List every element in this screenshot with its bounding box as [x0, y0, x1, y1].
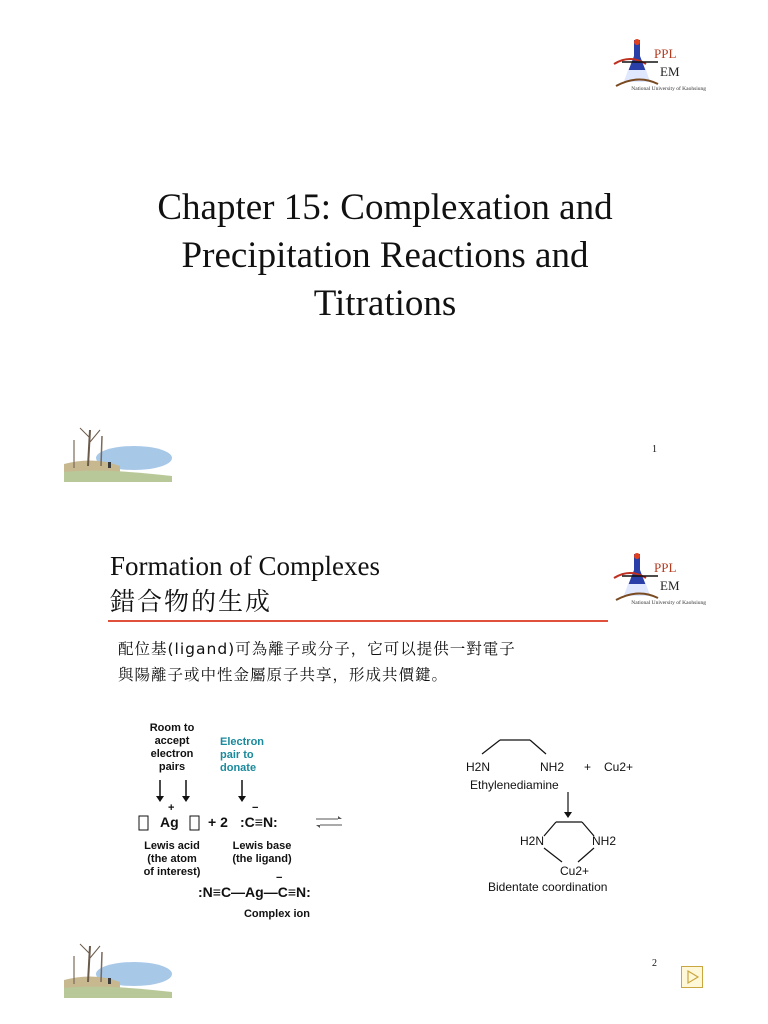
ligand-description — [118, 636, 638, 688]
electron-label-line: pair to — [220, 749, 254, 761]
slide-2-title: Formation of Complexes — [110, 551, 380, 581]
room-label-line: Room to — [149, 722, 195, 734]
electron-label-line: Electron — [220, 736, 265, 748]
room-label-line: accept — [154, 735, 190, 747]
lewis-acid-base-figure — [136, 718, 366, 930]
logo-ppl-text: PPL — [654, 560, 677, 575]
en-h2n-bottom: H2N — [520, 834, 545, 848]
title-underline — [108, 620, 608, 622]
description-line-1: 配位基(ligand)可為離子或分子，它可以提供一對電子 — [118, 640, 516, 658]
logo-ppl-text: PPL — [654, 46, 677, 61]
complex-minus-charge: − — [276, 872, 283, 884]
lewis-base-label — [222, 840, 302, 866]
lewis-acid-label — [136, 840, 208, 879]
slide-2 — [0, 512, 768, 1024]
en-copper-ion-top: Cu2+ — [604, 760, 634, 774]
next-slide-button[interactable] — [681, 966, 703, 988]
en-name: Ethylenediamine — [470, 778, 559, 792]
complex-ion-formula: :N≡C—Ag—C≡N: — [198, 884, 311, 900]
acid-label-line: (the atom — [147, 853, 197, 865]
bidentate-caption: Bidentate coordination — [488, 880, 608, 894]
electron-label-line: donate — [220, 762, 257, 774]
silver-ion: Ag — [160, 814, 179, 830]
acid-label-line: of interest) — [143, 866, 201, 878]
ppl-em-logo — [610, 34, 706, 100]
en-h2n-top: H2N — [466, 760, 491, 774]
description-line-2: 與陽離子或中性金屬原子共享，形成共價鍵。 — [118, 666, 449, 684]
play-triangle-icon — [682, 967, 702, 987]
slide-2-page-number: 2 — [652, 958, 657, 969]
room-label-line: pairs — [158, 761, 186, 773]
title-line-3: Titrations — [313, 283, 457, 324]
ppl-em-logo — [610, 548, 706, 614]
title-line-1: Chapter 15: Complexation and — [157, 187, 613, 228]
base-label-line: Lewis base — [232, 840, 292, 852]
logo-university-text: National University of Kaohsiung — [631, 600, 706, 606]
plus-charge: + — [168, 802, 175, 814]
slide-1-page-number: 1 — [652, 444, 657, 455]
room-label-line: electron — [150, 748, 194, 760]
ethylenediamine-structure — [460, 718, 640, 898]
lake-scene-image — [64, 420, 172, 482]
en-plus: + — [584, 760, 592, 774]
slide-1-title — [90, 184, 680, 328]
logo-university-text: National University of Kaohsiung — [631, 86, 706, 92]
en-copper-ion-bottom: Cu2+ — [560, 864, 590, 878]
logo-em-text: EM — [660, 578, 680, 593]
en-nh2-top: NH2 — [540, 760, 565, 774]
slide-2-subtitle: 錯合物的生成 — [110, 587, 273, 616]
minus-charge: − — [252, 802, 259, 814]
complex-ion-label: Complex ion — [243, 908, 310, 920]
coefficient: + 2 — [208, 814, 228, 830]
title-line-2: Precipitation Reactions and — [181, 235, 589, 276]
base-label-line: (the ligand) — [232, 853, 292, 865]
ethylenediamine-figure — [460, 718, 640, 898]
lake-scene-image — [64, 936, 172, 998]
en-nh2-bottom: NH2 — [592, 834, 617, 848]
acid-label-line: Lewis acid — [144, 840, 200, 852]
cyanide-ion: :C≡N: — [240, 814, 278, 830]
logo-em-text: EM — [660, 64, 680, 79]
